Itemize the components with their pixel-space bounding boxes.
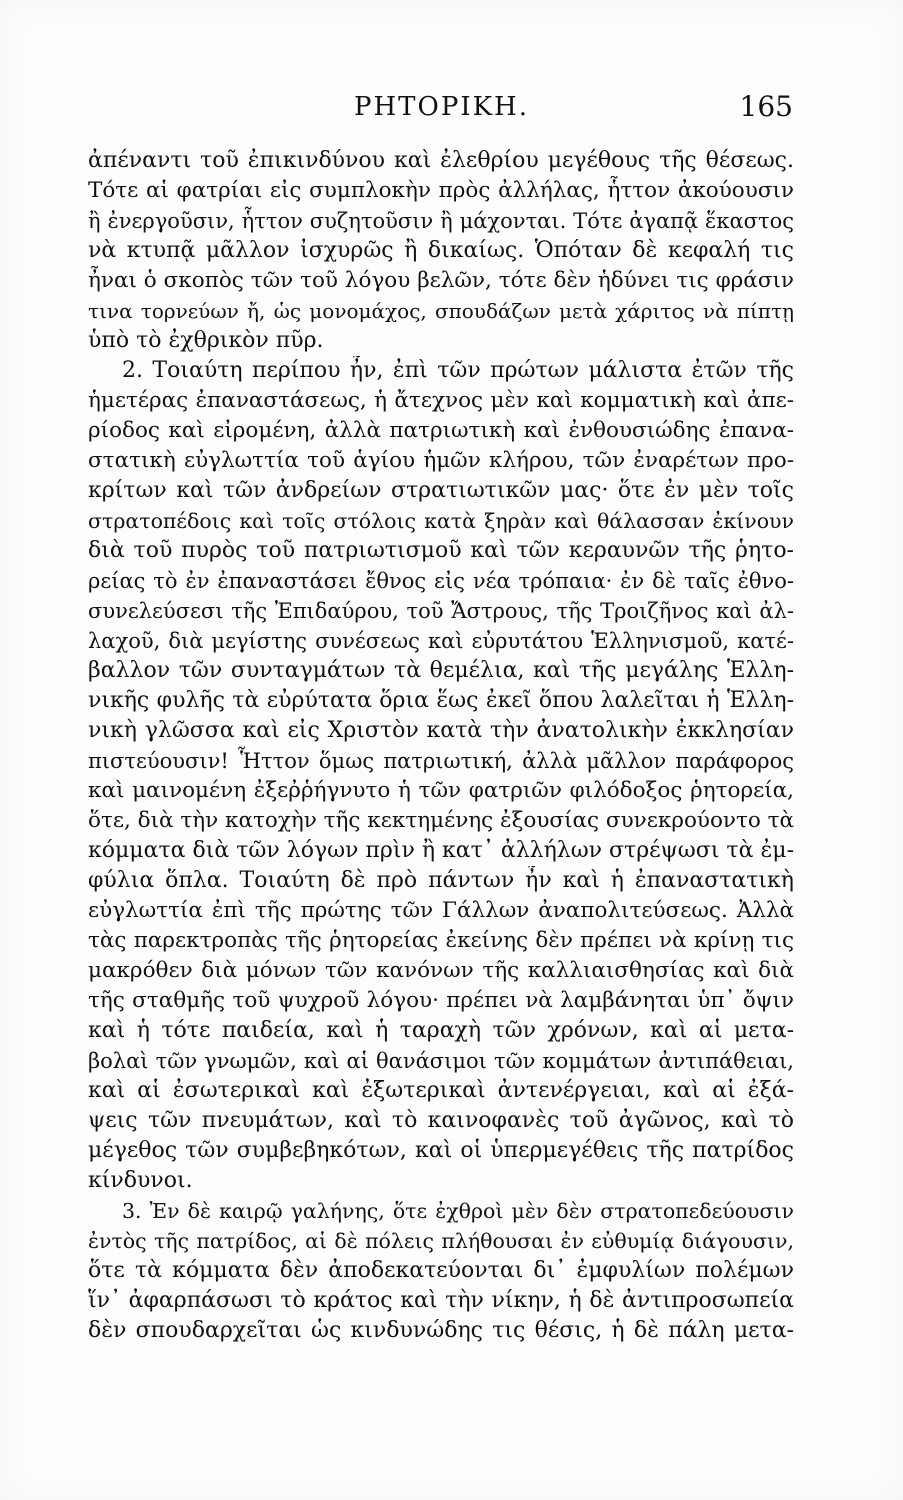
text-line: δὲν σπουδαρχεῖται ὡς κινδυνώδης τις θέσις, ἡ δὲ πάλη μετα-	[88, 1318, 794, 1343]
text-line: νὰ κτυπᾷ μᾶλλον ἰσχυρῶς ἢ δικαίως. Ὁπόταν δὲ κεφαλή τις	[88, 238, 794, 263]
text-line: πιστεύουσιν! Ἧττον ὅμως πατριωτική, ἀλλὰ μᾶλλον παράφορος	[88, 749, 794, 773]
text-line: μέγεθος τῶν συμβεβηκότων, καὶ οἱ ὑπερμεγέθεις τῆς πατρίδος	[88, 1138, 794, 1163]
text-line: κόμματα διὰ τῶν λόγων πρὶν ἢ κατ᾽ ἀλλήλων στρέψωσι τὰ ἐμ-	[88, 838, 794, 863]
text-line: νικὴ γλῶσσα καὶ εἰς Χριστὸν κατὰ τὴν ἀνατολικὴν ἐκκλησίαν	[88, 718, 794, 743]
text-line: ἐντὸς τῆς πατρίδος, αἱ δὲ πόλεις πλήθουσαι ἐν εὐθυμίᾳ διάγουσιν,	[88, 1229, 794, 1253]
text-line: ἢ ἐνεργοῦσιν, ἧττον συζητοῦσιν ἢ μάχονται. Τότε ἀγαπᾷ ἕκαστος	[88, 209, 794, 233]
text-line: ἦναι ὁ σκοπὸς τῶν τοῦ λόγου βελῶν, τότε δὲν ἡδύνει τις φράσιν	[88, 268, 794, 293]
text-line: διὰ τοῦ πυρὸς τοῦ πατριωτισμοῦ καὶ τῶν κεραυνῶν τῆς ῥητο-	[88, 538, 794, 563]
text-line: στρατοπέδοις καὶ τοῖς στόλοις κατὰ ξηρὰν καὶ θάλασσαν ἐκίνουν	[88, 509, 794, 533]
text-line: ἡμετέρας ἐπαναστάσεως, ἡ ἄτεχνος μὲν καὶ κομματικὴ καὶ ἀπε-	[88, 388, 794, 413]
text-line: ὅτε τὰ κόμματα δὲν ἀποδεκατεύονται δι᾽ ἐμφυλίων πολέμων	[88, 1258, 794, 1283]
text-line: ὅτε, διὰ τὴν κατοχὴν τῆς κεκτημένης ἐξουσίας συνεκρούοντο τὰ	[88, 808, 794, 833]
text-line: μακρόθεν διὰ μόνων τῶν κανόνων τῆς καλλιαισθησίας καὶ διὰ	[88, 958, 794, 983]
text-line: νικῆς φυλῆς τὰ εὐρύτατα ὅρια ἕως ἐκεῖ ὅπου λαλεῖται ἡ Ἑλλη-	[88, 688, 794, 713]
text-line: καὶ αἱ ἐσωτερικαὶ καὶ ἐξωτερικαὶ ἀντενέργειαι, καὶ αἱ ἐξά-	[88, 1078, 794, 1103]
text-line: βαλλον τῶν συνταγμάτων τὰ θεμέλια, καὶ τῆς μεγάλης Ἑλλη-	[88, 658, 794, 683]
body-text	[88, 146, 794, 1346]
text-line: φύλια ὅπλα. Τοιαύτη δὲ πρὸ πάντων ἦν καὶ ἡ ἐπαναστατικὴ	[88, 868, 794, 893]
text-line: ρίοδος καὶ εἰρομένη, ἀλλὰ πατριωτικὴ καὶ ἐνθουσιώδης ἐπανα-	[88, 418, 794, 443]
text-line: ἵν᾽ ἀφαρπάσωσι τὸ κράτος καὶ τὴν νίκην, ἡ δὲ ἀντιπροσωπεία	[88, 1288, 794, 1313]
text-line: λαχοῦ, διὰ μεγίστης συνέσεως καὶ εὐρυτάτου Ἑλληνισμοῦ, κατέ-	[88, 629, 794, 653]
text-line: κρίτων καὶ τῶν ἀνδρείων στρατιωτικῶν μας· ὅτε ἐν μὲν τοῖς	[88, 478, 794, 503]
text-line: τὰς παρεκτροπὰς τῆς ῥητορείας ἐκείνης δὲν πρέπει νὰ κρίνῃ τις	[88, 928, 794, 953]
text-line: καὶ ἡ τότε παιδεία, καὶ ἡ ταραχὴ τῶν χρόνων, καὶ αἱ μετα-	[88, 1018, 794, 1043]
text-line: τῆς σταθμῆς τοῦ ψυχροῦ λόγου· πρέπει νὰ λαμβάνηται ὑπ᾽ ὄψιν	[88, 988, 794, 1013]
text-line: συνελεύσεσι τῆς Ἐπιδαύρου, τοῦ Ἄστρους, τῆς Τροιζῆνος καὶ ἀλ-	[88, 599, 794, 623]
text-line: ἀπέναντι τοῦ ἐπικινδύνου καὶ ἐλεθρίου μεγέθους τῆς θέσεως.	[88, 148, 794, 173]
text-line: κίνδυνοι.	[88, 1168, 193, 1193]
text-line: ὑπὸ τὸ ἐχθρικὸν πῦρ.	[88, 328, 324, 353]
text-line: ψεις τῶν πνευμάτων, καὶ τὸ καινοφανὲς τοῦ ἀγῶνος, καὶ τὸ	[88, 1108, 794, 1133]
running-head	[90, 92, 793, 132]
paragraph-start-line: 2. Τοιαύτη περίπου ἦν, ἐπὶ τῶν πρώτων μάλιστα ἐτῶν τῆς	[122, 358, 794, 383]
text-line: καὶ μαινομένη ἐξεῤῥήγνυτο ἡ τῶν φατριῶν φιλόδοξος ῥητορεία,	[88, 778, 794, 803]
page-number: 165	[739, 90, 793, 123]
text-line: ρείας τὸ ἐν ἐπαναστάσει ἔθνος εἰς νέα τρόπαια· ἐν δὲ ταῖς ἐθνο-	[88, 569, 794, 593]
paragraph-start-line: 3. Ἐν δὲ καιρῷ γαλήνης, ὅτε ἐχθροὶ μὲν δὲν στρατοπεδεύουσιν	[122, 1199, 794, 1223]
text-line: Τότε αἱ φατρίαι εἰς συμπλοκὴν πρὸς ἀλλήλας, ἧττον ἀκούουσιν	[88, 178, 794, 203]
running-title: ΡΗΤΟΡΙΚΗ.	[354, 92, 529, 122]
text-line: στατικὴ εὐγλωττία τοῦ ἁγίου ἡμῶν κλήρου, τῶν ἐναρέτων προ-	[88, 448, 794, 473]
text-line: βολαὶ τῶν γνωμῶν, καὶ αἱ θανάσιμοι τῶν κομμάτων ἀντιπάθειαι,	[88, 1049, 794, 1073]
text-line: τινα τορνεύων ἤ, ὡς μονομάχος, σπουδάζων μετὰ χάριτος νὰ πίπτῃ	[88, 299, 794, 323]
text-line: εὐγλωττία ἐπὶ τῆς πρώτης τῶν Γάλλων ἀναπολιτεύσεως. Ἀλλὰ	[88, 898, 794, 923]
